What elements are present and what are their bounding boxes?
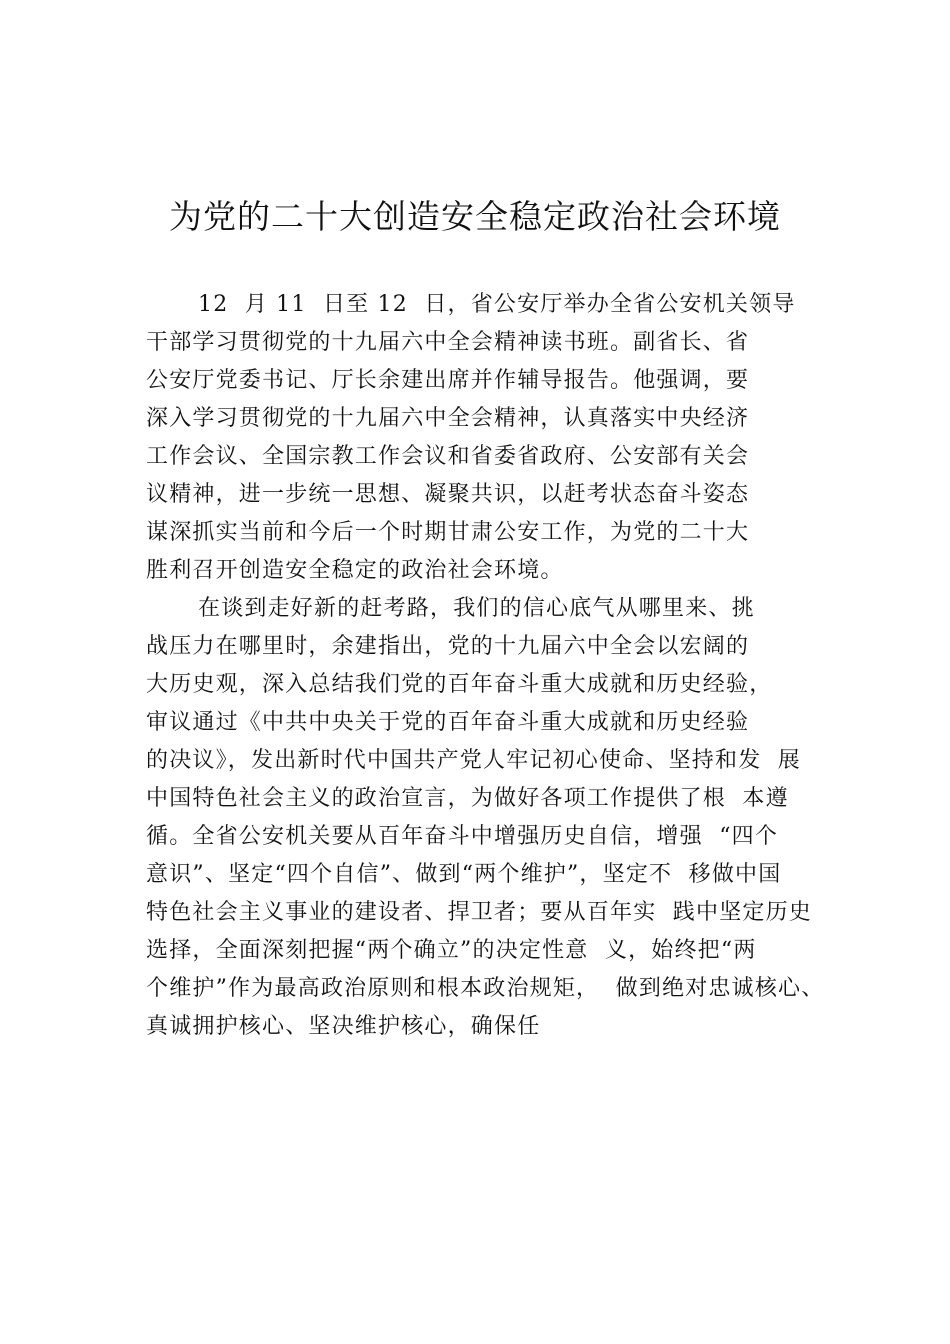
body-line: 战压力在哪里时，余建指出，党的十九届六中全会以宏阔的: [146, 634, 750, 659]
body-line: 个维护”作为最高政治原则和根本政治规矩， 做到绝对忠诚核心、: [146, 976, 825, 1001]
body-line: 深入学习贯彻党的十九届六中全会精神，认真落实中央经济: [146, 406, 750, 431]
body-line: 工作会议、全国宗教工作会议和省委省政府、公安部有关会: [146, 444, 750, 469]
body-line: 中国特色社会主义的政治宣言，为做好各项工作提供了根 本遵: [146, 786, 789, 811]
body-line: 在谈到走好新的赶考路，我们的信心底气从哪里来、挑: [198, 596, 755, 621]
document-title: 为党的二十大创造安全稳定政治社会环境: [169, 197, 781, 236]
body-line: 干部学习贯彻党的十九届六中全会精神读书班。副省长、省: [146, 330, 750, 355]
body-line: 公安厅党委书记、厅长余建出席并作辅导报告。他强调，要: [146, 368, 750, 393]
document-body: [146, 286, 846, 1046]
body-line: 的决议》，发出新时代中国共产党人牢记初心使命、坚持和发 展: [146, 748, 801, 773]
body-line: 审议通过《中共中央关于党的百年奋斗重大成就和历史经验: [146, 710, 750, 735]
body-line: 意识”、坚定“四个自信”、做到“两个维护”，坚定不 移做中国: [146, 862, 782, 887]
body-line: 谋深抓实当前和今后一个时期甘肃公安工作，为党的二十大: [146, 520, 750, 545]
body-line: 循。全省公安机关要从百年奋斗中增强历史自信，增强 “四个: [146, 824, 779, 849]
body-line: 胜利召开创造安全稳定的政治社会环境。: [146, 558, 564, 583]
body-line: 真诚拥护核心、坚决维护核心，确保任: [146, 1014, 541, 1039]
body-line: 12 月 11 日至 12 日，省公安厅举办全省公安机关领导: [198, 292, 796, 317]
body-line: 选择，全面深刻把握“两个确立”的决定性意 义，始终把“两: [146, 938, 757, 963]
body-line: 议精神，进一步统一思想、凝聚共识，以赶考状态奋斗姿态: [146, 482, 750, 507]
body-line: 大历史观，深入总结我们党的百年奋斗重大成就和历史经验，: [146, 672, 773, 697]
body-line: 特色社会主义事业的建设者、捍卫者；要从百年实 践中坚定历史: [146, 900, 812, 925]
